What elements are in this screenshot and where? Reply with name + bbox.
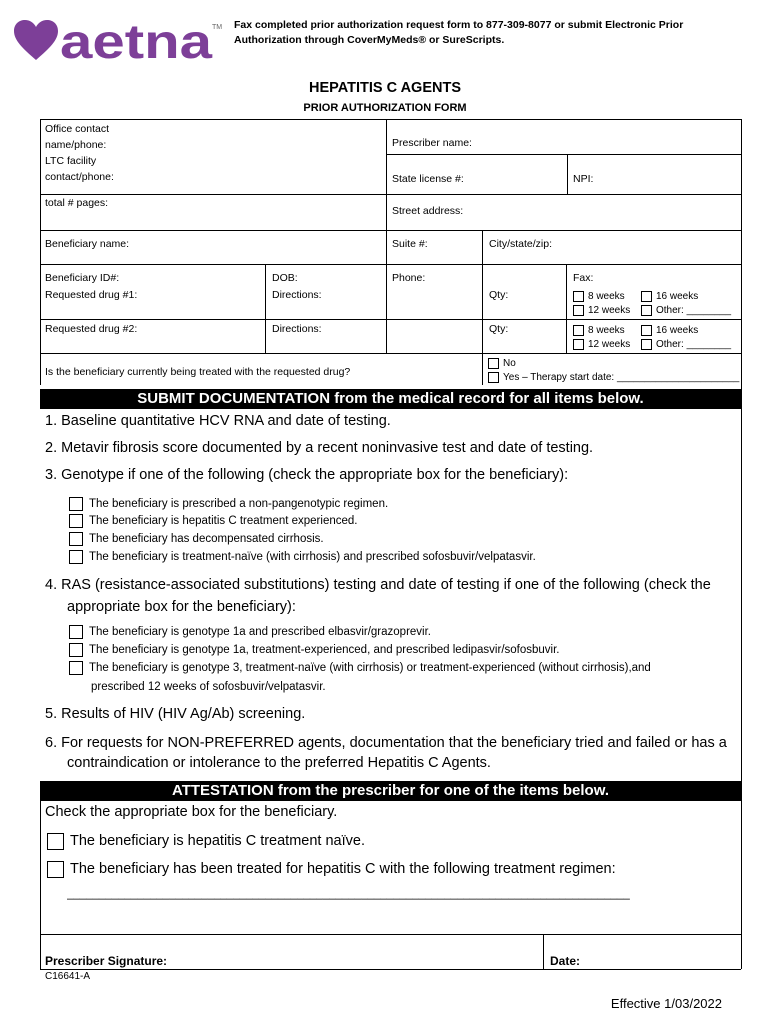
drug1-16weeks-checkbox[interactable] — [641, 291, 652, 302]
drug2-8weeks-label: 8 weeks — [588, 325, 625, 336]
genotype-opt1-label: The beneficiary is prescribed a non-pangenotypic regimen. — [89, 498, 389, 510]
heart-icon — [14, 20, 58, 60]
genotype-opt2-checkbox[interactable] — [69, 514, 83, 528]
form-subtitle: PRIOR AUTHORIZATION FORM — [303, 102, 467, 114]
logo-wordmark: aetna — [60, 18, 213, 64]
drug1-8weeks-label: 8 weeks — [588, 291, 625, 302]
current-treatment-yes-label[interactable]: Yes – Therapy start date: ______________________ — [503, 372, 740, 383]
drug1-12weeks-checkbox[interactable] — [573, 305, 584, 316]
total-pages-label[interactable]: total # pages: — [45, 197, 109, 209]
drug2-other-checkbox[interactable] — [641, 339, 652, 350]
effective-date: Effective 1/03/2022 — [610, 996, 722, 1011]
trademark: TM — [212, 24, 223, 31]
street-address-label[interactable]: Street address: — [392, 205, 464, 217]
table-border-left — [40, 119, 41, 385]
treatment-regimen-line[interactable]: ________________________________________________________________________________________ — [67, 888, 630, 900]
form-title: HEPATITIS C AGENTS — [309, 80, 461, 96]
suite-label[interactable]: Suite #: — [392, 238, 428, 250]
table-rule — [387, 154, 741, 155]
table-border-top — [40, 119, 741, 120]
table-divider — [543, 934, 544, 969]
table-divider — [482, 230, 483, 385]
page-border-right — [741, 119, 742, 969]
requested-drug-1-label[interactable]: Requested drug #1: — [45, 289, 138, 301]
fax-label[interactable]: Fax: — [573, 272, 594, 284]
attestation-treated-checkbox[interactable] — [47, 861, 64, 878]
city-state-zip-label[interactable]: City/state/zip: — [489, 238, 553, 250]
form-code: C16641-A — [45, 971, 91, 982]
drug2-16weeks-checkbox[interactable] — [641, 325, 652, 336]
ras-opt3-cont: prescribed 12 weeks of sofosbuvir/velpatasvir. — [91, 681, 326, 693]
attestation-naive-label: The beneficiary is hepatitis C treatment naïve. — [70, 833, 365, 849]
ras-opt3-label: The beneficiary is genotype 3, treatment-naïve (with cirrhosis) or treatment-experienced (without cirrhosis),and — [89, 662, 651, 674]
beneficiary-id-label[interactable]: Beneficiary ID#: — [45, 272, 120, 284]
ras-opt2-checkbox[interactable] — [69, 643, 83, 657]
drug2-other-label[interactable]: Other: ________ — [656, 339, 732, 350]
attestation-naive-checkbox[interactable] — [47, 833, 64, 850]
ras-opt3-checkbox[interactable] — [69, 661, 83, 675]
qty-2-label[interactable]: Qty: — [489, 323, 509, 335]
ras-opt1-label: The beneficiary is genotype 1a and prescribed elbasvir/grazoprevir. — [89, 626, 431, 638]
current-treatment-no-checkbox[interactable] — [488, 358, 499, 369]
drug1-other-label[interactable]: Other: ________ — [656, 305, 732, 316]
table-divider — [566, 264, 567, 353]
fax-instructions: Fax completed prior authorization request form to 877-309-8077 or submit Electronic Prior Authorization through CoverMyMeds® or SureScripts. — [234, 19, 684, 46]
drug2-12weeks-label: 12 weeks — [588, 339, 631, 350]
table-border-bottom — [40, 969, 741, 970]
table-rule — [40, 194, 741, 195]
drug2-16weeks-label: 16 weeks — [656, 325, 699, 336]
attestation-border-left — [40, 801, 41, 969]
ras-opt2-label: The beneficiary is genotype 1a, treatment-experienced, and prescribed ledipasvir/sofosbuvir. — [89, 644, 560, 656]
attestation-treated-label: The beneficiary has been treated for hepatitis C with the following treatment regimen: — [70, 861, 616, 877]
office-contact-label: Office contact name/phone: — [45, 123, 110, 151]
date-label[interactable]: Date: — [550, 954, 581, 968]
attestation-instruction: Check the appropriate box for the beneficiary. — [45, 804, 338, 820]
directions-2-label[interactable]: Directions: — [272, 323, 322, 335]
ras-opt1-checkbox[interactable] — [69, 625, 83, 639]
drug1-8weeks-checkbox[interactable] — [573, 291, 584, 302]
table-rule — [40, 934, 741, 935]
genotype-opt3-label: The beneficiary has decompensated cirrhosis. — [89, 533, 324, 545]
doc-item-4: 4. RAS (resistance-associated substitutions) testing and date of testing if one of the following (check the — [45, 577, 711, 593]
drug2-8weeks-checkbox[interactable] — [573, 325, 584, 336]
table-divider — [567, 154, 568, 194]
table-rule — [40, 319, 741, 320]
aetna-logo — [12, 18, 217, 64]
table-rule — [40, 264, 741, 265]
attestation-header-bar: ATTESTATION from the prescriber for one of the items below. — [40, 781, 741, 801]
beneficiary-name-label[interactable]: Beneficiary name: — [45, 238, 130, 250]
genotype-opt2-label: The beneficiary is hepatitis C treatment experienced. — [89, 515, 358, 527]
prescriber-name-label[interactable]: Prescriber name: — [392, 137, 472, 149]
directions-1-label[interactable]: Directions: — [272, 289, 322, 301]
phone-label[interactable]: Phone: — [392, 272, 426, 284]
state-license-label[interactable]: State license #: — [392, 173, 464, 185]
doc-item-6-cont: contraindication or intolerance to the preferred Hepatitis C Agents. — [67, 755, 491, 771]
ltc-facility-label: LTC facility contact/phone: — [45, 155, 114, 183]
current-treatment-yes-checkbox[interactable] — [488, 372, 499, 383]
drug2-12weeks-checkbox[interactable] — [573, 339, 584, 350]
table-divider — [265, 264, 266, 353]
dob-label[interactable]: DOB: — [272, 272, 298, 284]
table-rule — [40, 230, 741, 231]
requested-drug-2-label[interactable]: Requested drug #2: — [45, 323, 138, 335]
genotype-opt4-checkbox[interactable] — [69, 550, 83, 564]
drug1-12weeks-label: 12 weeks — [588, 305, 631, 316]
doc-item-6: 6. For requests for NON-PREFERRED agents, documentation that the beneficiary tried and failed or has a — [45, 735, 727, 751]
current-treatment-question: Is the beneficiary currently being treated with the requested drug? — [45, 366, 351, 378]
doc-item-5: 5. Results of HIV (HIV Ag/Ab) screening. — [45, 706, 306, 722]
table-rule — [40, 353, 741, 354]
genotype-opt3-checkbox[interactable] — [69, 532, 83, 546]
genotype-opt4-label: The beneficiary is treatment-naïve (with cirrhosis) and prescribed sofosbuvir/velpatasvir. — [89, 551, 536, 563]
qty-1-label[interactable]: Qty: — [489, 289, 509, 301]
drug1-16weeks-label: 16 weeks — [656, 291, 699, 302]
doc-item-3: 3. Genotype if one of the following (check the appropriate box for the beneficiary): — [45, 467, 569, 483]
doc-item-2: 2. Metavir fibrosis score documented by a recent noninvasive test and date of testing. — [45, 440, 594, 456]
drug1-other-checkbox[interactable] — [641, 305, 652, 316]
current-treatment-no-label: No — [503, 358, 516, 369]
doc-item-4-cont: appropriate box for the beneficiary): — [67, 599, 296, 615]
doc-item-1: 1. Baseline quantitative HCV RNA and date of testing. — [45, 413, 391, 429]
genotype-opt1-checkbox[interactable] — [69, 497, 83, 511]
documentation-header-bar: SUBMIT DOCUMENTATION from the medical record for all items below. — [40, 389, 741, 409]
prescriber-signature-label[interactable]: Prescriber Signature: — [45, 954, 168, 968]
npi-label[interactable]: NPI: — [573, 173, 594, 185]
